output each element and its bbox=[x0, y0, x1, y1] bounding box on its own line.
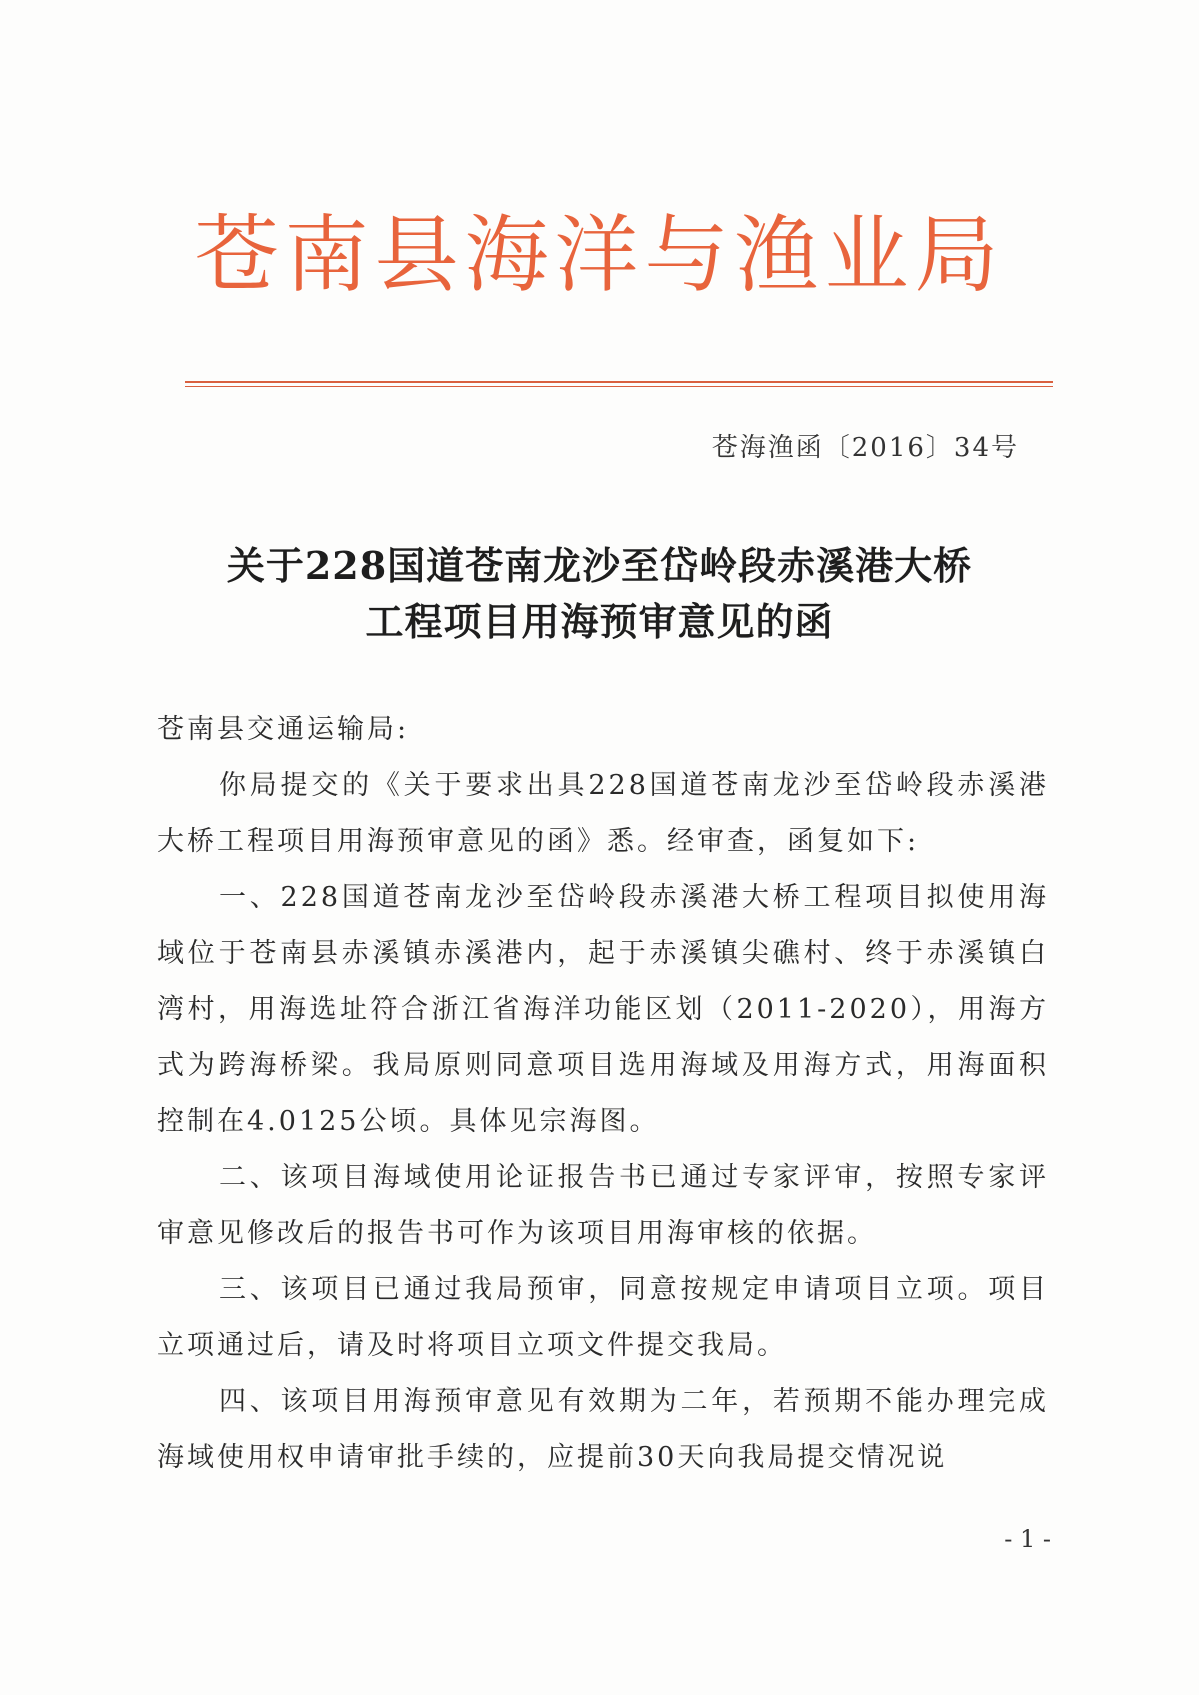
agency-header: 苍南县海洋与渔业局 bbox=[194, 206, 1005, 304]
paragraph-item-1: 一、228国道苍南龙沙至岱岭段赤溪港大桥工程项目拟使用海域位于苍南县赤溪镇赤溪港内，起于赤溪镇尖礁村、终于赤溪镇白湾村，用海选址符合浙江省海洋功能区划（2011-2020），用海方式为跨海桥梁。我局原则同意项目选用海域及用海方式，用海面积控制在4.0125公顷。具体见宗海图。 bbox=[157, 882, 1049, 1137]
recipient: 苍南县交通运输局: bbox=[157, 714, 410, 745]
paragraph-item-2: 二、该项目海域使用论证报告书已通过专家评审，按照专家评审意见修改后的报告书可作为该项目用海审核的依据。 bbox=[157, 1162, 1049, 1249]
document-title-line-2: 工程项目用海预审意见的函 bbox=[365, 599, 834, 644]
paragraph-intro: 你局提交的《关于要求出具228国道苍南龙沙至岱岭段赤溪港大桥工程项目用海预审意见的函》悉。经审查，函复如下: bbox=[157, 770, 1049, 857]
header-rule-thick bbox=[185, 381, 1053, 383]
document-number: 苍海渔函〔2016〕34号 bbox=[711, 433, 1019, 463]
paragraph-item-3: 三、该项目已通过我局预审，同意按规定申请项目立项。项目立项通过后，请及时将项目立项文件提交我局。 bbox=[157, 1274, 1049, 1361]
document-body bbox=[157, 702, 1049, 1486]
document-title-line-1: 关于228国道苍南龙沙至岱岭段赤溪港大桥 bbox=[226, 543, 973, 588]
document-title bbox=[0, 538, 1199, 650]
page-number: - 1 - bbox=[1004, 1525, 1051, 1553]
paragraph-item-4: 四、该项目用海预审意见有效期为二年，若预期不能办理完成海域使用权申请审批手续的，应提前30天向我局提交情况说 bbox=[157, 1386, 1049, 1473]
header-rule-thin bbox=[185, 386, 1053, 387]
